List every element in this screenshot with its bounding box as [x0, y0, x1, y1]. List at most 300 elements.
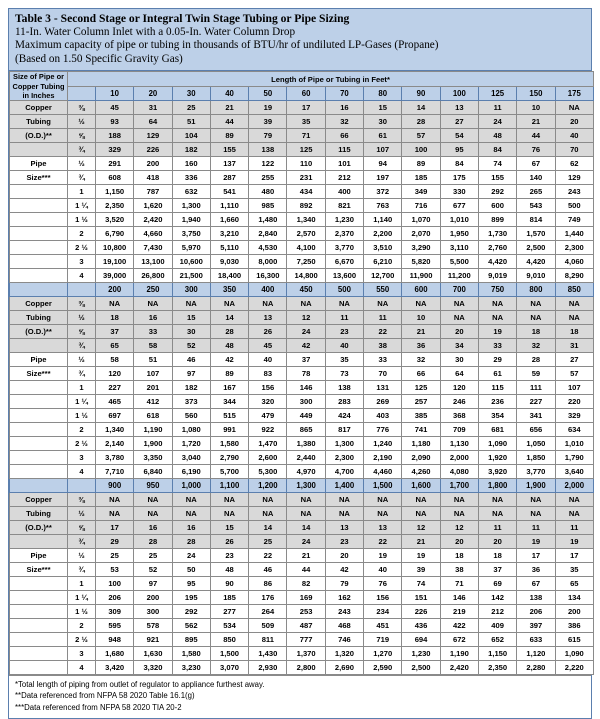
cell-copper-1-150: 21: [517, 114, 555, 128]
cell-pipe-8-50: 16,300: [249, 268, 287, 282]
cell-pipe-1-550: 70: [364, 366, 402, 380]
cell-pipe-5-300: 1,080: [172, 422, 210, 436]
cell-copper-1-80: 30: [364, 114, 402, 128]
row-group-label-copper: Copper: [10, 100, 68, 114]
cell-copper-0-1,100: NA: [210, 492, 248, 506]
cell-copper-2-175: 40: [555, 128, 593, 142]
header-length-1,000: 1,000: [172, 478, 210, 492]
table-row: [10, 576, 594, 590]
cell-pipe-5-700: 709: [440, 422, 478, 436]
cell-copper-3-1,800: 20: [478, 534, 516, 548]
row-size-copper-3: ¾: [68, 142, 96, 156]
header-size-column: Size of Pipe or Copper Tubing in Inches: [10, 72, 68, 101]
cell-pipe-4-200: 697: [96, 408, 134, 422]
cell-copper-3-60: 125: [287, 142, 325, 156]
cell-copper-1-1,900: NA: [517, 506, 555, 520]
row-group-label-pipe: [10, 576, 68, 590]
row-group-label-pipe: [10, 646, 68, 660]
cell-pipe-0-700: 30: [440, 352, 478, 366]
cell-copper-0-70: 16: [325, 100, 363, 114]
cell-copper-3-750: 33: [478, 338, 516, 352]
cell-pipe-2-250: 201: [134, 380, 172, 394]
cell-pipe-3-600: 257: [402, 394, 440, 408]
cell-pipe-7-70: 6,670: [325, 254, 363, 268]
cell-pipe-8-2,000: 2,220: [555, 660, 593, 674]
cell-pipe-2-30: 632: [172, 184, 210, 198]
cell-pipe-8-20: 26,800: [134, 268, 172, 282]
cell-pipe-6-70: 3,770: [325, 240, 363, 254]
table-row: [10, 604, 594, 618]
table-row: [10, 254, 594, 268]
cell-pipe-8-70: 13,600: [325, 268, 363, 282]
row-size-pipe-0: ½: [68, 548, 96, 562]
cell-pipe-6-950: 921: [134, 632, 172, 646]
cell-copper-3-20: 226: [134, 142, 172, 156]
cell-pipe-8-1,600: 2,500: [402, 660, 440, 674]
cell-pipe-6-125: 2,760: [478, 240, 516, 254]
cell-pipe-3-900: 206: [96, 590, 134, 604]
row-group-label-copper: [10, 142, 68, 156]
row-size-pipe-7: 3: [68, 450, 96, 464]
cell-pipe-7-200: 3,780: [96, 450, 134, 464]
cell-copper-3-1,600: 21: [402, 534, 440, 548]
cell-pipe-8-1,500: 2,590: [364, 660, 402, 674]
cell-pipe-2-60: 434: [287, 184, 325, 198]
cell-pipe-7-1,900: 1,120: [517, 646, 555, 660]
cell-pipe-6-20: 7,430: [134, 240, 172, 254]
row-size-pipe-2: 1: [68, 576, 96, 590]
table-subtitle-water-column: 11-In. Water Column Inlet with a 0.05-In. Water Column Drop: [15, 25, 296, 38]
row-size-pipe-7: 3: [68, 254, 96, 268]
cell-copper-3-250: 58: [134, 338, 172, 352]
cell-copper-3-10: 329: [96, 142, 134, 156]
band-label-spacer: [10, 478, 68, 492]
row-group-label-pipe: Size***: [10, 562, 68, 576]
row-size-pipe-2: 1: [68, 184, 96, 198]
cell-copper-2-100: 54: [440, 128, 478, 142]
cell-pipe-5-800: 656: [517, 422, 555, 436]
cell-pipe-5-1,200: 509: [249, 618, 287, 632]
cell-pipe-4-1,700: 219: [440, 604, 478, 618]
cell-pipe-3-350: 344: [210, 394, 248, 408]
cell-copper-2-1,200: 14: [249, 520, 287, 534]
cell-copper-1-20: 64: [134, 114, 172, 128]
cell-copper-3-150: 76: [517, 142, 555, 156]
cell-pipe-6-550: 1,240: [364, 436, 402, 450]
header-length-1,600: 1,600: [402, 478, 440, 492]
cell-copper-1-40: 44: [210, 114, 248, 128]
table-subtitle-gravity: (Based on 1.50 Specific Gravity Gas): [15, 52, 183, 65]
cell-pipe-2-550: 131: [364, 380, 402, 394]
cell-pipe-1-1,700: 38: [440, 562, 478, 576]
cell-pipe-6-300: 1,720: [172, 436, 210, 450]
cell-pipe-6-1,500: 719: [364, 632, 402, 646]
cell-pipe-6-1,000: 895: [172, 632, 210, 646]
cell-pipe-5-10: 6,790: [96, 226, 134, 240]
cell-pipe-5-200: 1,340: [96, 422, 134, 436]
cell-pipe-8-80: 12,700: [364, 268, 402, 282]
table-row: [10, 464, 594, 478]
cell-pipe-5-1,600: 436: [402, 618, 440, 632]
cell-pipe-4-600: 385: [402, 408, 440, 422]
cell-pipe-2-50: 480: [249, 184, 287, 198]
cell-pipe-4-350: 515: [210, 408, 248, 422]
cell-pipe-7-950: 1,630: [134, 646, 172, 660]
cell-pipe-1-750: 61: [478, 366, 516, 380]
row-size-pipe-4: 1 ½: [68, 604, 96, 618]
cell-pipe-1-900: 53: [96, 562, 134, 576]
cell-copper-1-125: 24: [478, 114, 516, 128]
cell-pipe-2-40: 541: [210, 184, 248, 198]
cell-pipe-3-300: 373: [172, 394, 210, 408]
cell-pipe-0-1,700: 18: [440, 548, 478, 562]
header-length-100: 100: [440, 86, 478, 100]
cell-pipe-6-2,000: 615: [555, 632, 593, 646]
cell-copper-3-1,200: 25: [249, 534, 287, 548]
cell-pipe-3-60: 892: [287, 198, 325, 212]
cell-copper-1-250: 16: [134, 310, 172, 324]
cell-copper-0-450: NA: [287, 296, 325, 310]
table-row: [10, 422, 594, 436]
cell-copper-3-200: 65: [96, 338, 134, 352]
row-group-label-copper: Copper: [10, 296, 68, 310]
cell-pipe-4-800: 341: [517, 408, 555, 422]
cell-pipe-4-1,000: 292: [172, 604, 210, 618]
row-group-label-pipe: [10, 464, 68, 478]
cell-copper-3-1,900: 19: [517, 534, 555, 548]
cell-pipe-7-20: 13,100: [134, 254, 172, 268]
cell-pipe-4-950: 300: [134, 604, 172, 618]
row-group-label-pipe: [10, 632, 68, 646]
cell-pipe-0-60: 110: [287, 156, 325, 170]
table-row: [10, 100, 594, 114]
table-row: [10, 240, 594, 254]
row-group-label-pipe: [10, 408, 68, 422]
cell-copper-2-800: 18: [517, 324, 555, 338]
cell-pipe-3-750: 236: [478, 394, 516, 408]
cell-copper-0-125: 11: [478, 100, 516, 114]
footnote-1: *Total length of piping from outlet of regulator to appliance furthest away.: [15, 679, 265, 689]
cell-copper-0-2,000: NA: [555, 492, 593, 506]
row-size-copper-3: ¾: [68, 534, 96, 548]
cell-pipe-0-1,000: 24: [172, 548, 210, 562]
table-row: [10, 520, 594, 534]
cell-pipe-7-1,100: 1,500: [210, 646, 248, 660]
cell-pipe-8-750: 3,920: [478, 464, 516, 478]
cell-pipe-8-200: 7,710: [96, 464, 134, 478]
cell-copper-3-450: 42: [287, 338, 325, 352]
band-label-spacer: [10, 282, 68, 296]
cell-pipe-3-1,700: 146: [440, 590, 478, 604]
cell-pipe-4-1,200: 264: [249, 604, 287, 618]
table-row: [10, 170, 594, 184]
cell-pipe-5-50: 2,840: [249, 226, 287, 240]
cell-pipe-0-70: 101: [325, 156, 363, 170]
row-group-label-pipe: [10, 254, 68, 268]
cell-pipe-8-1,800: 2,350: [478, 660, 516, 674]
cell-pipe-3-10: 2,350: [96, 198, 134, 212]
row-group-label-copper: [10, 338, 68, 352]
cell-copper-1-750: NA: [478, 310, 516, 324]
cell-pipe-6-1,200: 811: [249, 632, 287, 646]
cell-pipe-8-40: 18,400: [210, 268, 248, 282]
cell-copper-2-40: 89: [210, 128, 248, 142]
cell-copper-2-550: 22: [364, 324, 402, 338]
cell-pipe-6-700: 1,130: [440, 436, 478, 450]
cell-copper-1-70: 32: [325, 114, 363, 128]
cell-copper-2-20: 129: [134, 128, 172, 142]
header-length-40: 40: [210, 86, 248, 100]
cell-pipe-8-30: 21,500: [172, 268, 210, 282]
row-group-label-copper: Tubing: [10, 114, 68, 128]
cell-copper-3-400: 45: [249, 338, 287, 352]
table-row: [10, 394, 594, 408]
cell-pipe-5-100: 1,950: [440, 226, 478, 240]
cell-pipe-7-750: 1,920: [478, 450, 516, 464]
cell-pipe-2-850: 107: [555, 380, 593, 394]
cell-copper-0-1,600: NA: [402, 492, 440, 506]
cell-pipe-1-700: 64: [440, 366, 478, 380]
cell-pipe-1-1,400: 42: [325, 562, 363, 576]
cell-pipe-3-500: 283: [325, 394, 363, 408]
cell-pipe-3-70: 821: [325, 198, 363, 212]
header-length-350: 350: [210, 282, 248, 296]
cell-copper-2-90: 57: [402, 128, 440, 142]
cell-pipe-5-30: 3,750: [172, 226, 210, 240]
cell-pipe-4-40: 1,660: [210, 212, 248, 226]
header-length-450: 450: [287, 282, 325, 296]
cell-pipe-6-40: 5,110: [210, 240, 248, 254]
cell-pipe-1-30: 336: [172, 170, 210, 184]
cell-pipe-6-30: 5,970: [172, 240, 210, 254]
row-group-label-copper: Copper: [10, 492, 68, 506]
cell-pipe-0-125: 74: [478, 156, 516, 170]
cell-pipe-2-750: 115: [478, 380, 516, 394]
cell-pipe-3-1,300: 169: [287, 590, 325, 604]
row-group-label-pipe: [10, 618, 68, 632]
row-group-label-pipe: [10, 226, 68, 240]
cell-pipe-3-125: 600: [478, 198, 516, 212]
cell-pipe-0-1,200: 22: [249, 548, 287, 562]
table-row: [10, 534, 594, 548]
cell-pipe-3-1,400: 162: [325, 590, 363, 604]
cell-pipe-4-1,800: 212: [478, 604, 516, 618]
row-size-pipe-5: 2: [68, 618, 96, 632]
cell-pipe-2-1,700: 71: [440, 576, 478, 590]
cell-pipe-5-175: 1,440: [555, 226, 593, 240]
cell-pipe-7-30: 10,600: [172, 254, 210, 268]
cell-copper-0-90: 14: [402, 100, 440, 114]
cell-pipe-3-950: 200: [134, 590, 172, 604]
cell-copper-1-800: NA: [517, 310, 555, 324]
row-group-label-pipe: [10, 604, 68, 618]
cell-pipe-7-1,300: 1,370: [287, 646, 325, 660]
cell-copper-3-1,500: 22: [364, 534, 402, 548]
cell-pipe-1-175: 129: [555, 170, 593, 184]
table-row: [10, 226, 594, 240]
row-group-label-pipe: Pipe: [10, 352, 68, 366]
cell-copper-2-900: 17: [96, 520, 134, 534]
cell-copper-1-1,500: NA: [364, 506, 402, 520]
row-size-copper-0: ⅜: [68, 100, 96, 114]
cell-pipe-1-1,000: 50: [172, 562, 210, 576]
cell-pipe-2-10: 1,150: [96, 184, 134, 198]
cell-pipe-6-850: 1,010: [555, 436, 593, 450]
cell-copper-2-1,100: 15: [210, 520, 248, 534]
header-length-1,900: 1,900: [517, 478, 555, 492]
table-row: [10, 632, 594, 646]
cell-pipe-0-40: 137: [210, 156, 248, 170]
row-size-copper-1: ½: [68, 114, 96, 128]
cell-pipe-7-350: 2,790: [210, 450, 248, 464]
cell-pipe-3-1,600: 151: [402, 590, 440, 604]
table-header-row-lengths: [10, 86, 594, 100]
cell-pipe-4-1,600: 226: [402, 604, 440, 618]
footnote-2: **Data referenced from NFPA 58 2020 Table 16.1(g): [15, 691, 195, 701]
cell-pipe-4-900: 309: [96, 604, 134, 618]
row-group-label-pipe: [10, 212, 68, 226]
header-length-150: 150: [517, 86, 555, 100]
cell-pipe-4-1,400: 243: [325, 604, 363, 618]
cell-pipe-2-70: 400: [325, 184, 363, 198]
cell-pipe-2-175: 243: [555, 184, 593, 198]
header-length-400: 400: [249, 282, 287, 296]
cell-pipe-6-1,800: 652: [478, 632, 516, 646]
cell-pipe-7-800: 1,850: [517, 450, 555, 464]
cell-copper-0-150: 10: [517, 100, 555, 114]
cell-pipe-1-60: 231: [287, 170, 325, 184]
header-length-20: 20: [134, 86, 172, 100]
cell-pipe-1-80: 197: [364, 170, 402, 184]
cell-copper-1-50: 39: [249, 114, 287, 128]
row-size-pipe-3: 1 ¼: [68, 590, 96, 604]
cell-copper-2-1,900: 11: [517, 520, 555, 534]
cell-copper-1-1,800: NA: [478, 506, 516, 520]
cell-pipe-0-600: 32: [402, 352, 440, 366]
cell-pipe-4-1,500: 234: [364, 604, 402, 618]
cell-copper-1-450: 12: [287, 310, 325, 324]
cell-copper-1-850: NA: [555, 310, 593, 324]
cell-pipe-5-40: 3,210: [210, 226, 248, 240]
cell-pipe-2-350: 167: [210, 380, 248, 394]
cell-pipe-5-1,000: 562: [172, 618, 210, 632]
cell-copper-2-60: 71: [287, 128, 325, 142]
cell-pipe-8-950: 3,320: [134, 660, 172, 674]
row-size-copper-2: ⅝: [68, 324, 96, 338]
table-row: [10, 408, 594, 422]
cell-pipe-2-1,600: 74: [402, 576, 440, 590]
cell-copper-0-850: NA: [555, 296, 593, 310]
cell-copper-3-40: 155: [210, 142, 248, 156]
cell-copper-3-1,400: 23: [325, 534, 363, 548]
cell-pipe-6-100: 3,110: [440, 240, 478, 254]
table-row: [10, 114, 594, 128]
cell-pipe-1-50: 255: [249, 170, 287, 184]
row-size-copper-2: ⅝: [68, 128, 96, 142]
cell-copper-1-60: 35: [287, 114, 325, 128]
cell-pipe-0-350: 42: [210, 352, 248, 366]
cell-copper-2-300: 30: [172, 324, 210, 338]
cell-pipe-7-250: 3,350: [134, 450, 172, 464]
cell-copper-2-200: 37: [96, 324, 134, 338]
cell-pipe-5-950: 578: [134, 618, 172, 632]
cell-pipe-0-750: 29: [478, 352, 516, 366]
cell-pipe-0-950: 25: [134, 548, 172, 562]
cell-copper-3-300: 52: [172, 338, 210, 352]
cell-pipe-7-850: 1,790: [555, 450, 593, 464]
cell-copper-1-1,400: NA: [325, 506, 363, 520]
header-length-1,100: 1,100: [210, 478, 248, 492]
cell-pipe-1-850: 57: [555, 366, 593, 380]
cell-copper-0-1,500: NA: [364, 492, 402, 506]
table-row: [10, 268, 594, 282]
cell-pipe-3-90: 716: [402, 198, 440, 212]
cell-copper-2-125: 48: [478, 128, 516, 142]
cell-copper-1-2,000: NA: [555, 506, 593, 520]
cell-copper-0-400: NA: [249, 296, 287, 310]
table-title: Table 3 - Second Stage or Integral Twin Stage Tubing or Pipe Sizing: [15, 12, 350, 25]
cell-pipe-8-800: 3,770: [517, 464, 555, 478]
cell-copper-0-750: NA: [478, 296, 516, 310]
cell-pipe-3-400: 320: [249, 394, 287, 408]
cell-pipe-0-500: 35: [325, 352, 363, 366]
cell-pipe-3-100: 677: [440, 198, 478, 212]
cell-pipe-7-1,800: 1,150: [478, 646, 516, 660]
row-size-pipe-0: ½: [68, 156, 96, 170]
row-size-pipe-0: ½: [68, 352, 96, 366]
row-group-label-pipe: [10, 436, 68, 450]
header-length-550: 550: [364, 282, 402, 296]
header-length-50: 50: [249, 86, 287, 100]
cell-pipe-5-2,000: 386: [555, 618, 593, 632]
cell-pipe-7-1,200: 1,430: [249, 646, 287, 660]
cell-pipe-8-250: 6,840: [134, 464, 172, 478]
cell-pipe-6-800: 1,050: [517, 436, 555, 450]
cell-copper-3-1,300: 24: [287, 534, 325, 548]
table-row: [10, 184, 594, 198]
cell-pipe-6-50: 4,530: [249, 240, 287, 254]
cell-copper-0-40: 21: [210, 100, 248, 114]
cell-pipe-2-1,000: 95: [172, 576, 210, 590]
cell-pipe-8-1,200: 2,930: [249, 660, 287, 674]
table-header-row-title: [10, 72, 594, 86]
cell-pipe-0-1,300: 21: [287, 548, 325, 562]
cell-pipe-5-1,800: 409: [478, 618, 516, 632]
header-length-1,500: 1,500: [364, 478, 402, 492]
header-length-60: 60: [287, 86, 325, 100]
cell-pipe-3-2,000: 134: [555, 590, 593, 604]
cell-pipe-6-750: 1,090: [478, 436, 516, 450]
cell-copper-3-1,700: 20: [440, 534, 478, 548]
cell-pipe-0-250: 51: [134, 352, 172, 366]
cell-copper-3-700: 34: [440, 338, 478, 352]
cell-copper-2-700: 20: [440, 324, 478, 338]
cell-copper-1-1,200: NA: [249, 506, 287, 520]
header-length-label: Length of Pipe or Tubing in Feet*: [68, 72, 594, 86]
cell-copper-1-90: 28: [402, 114, 440, 128]
cell-pipe-1-10: 608: [96, 170, 134, 184]
cell-copper-1-550: 11: [364, 310, 402, 324]
cell-copper-2-80: 61: [364, 128, 402, 142]
header-length-10: 10: [96, 86, 134, 100]
row-group-label-copper: (O.D.)**: [10, 128, 68, 142]
cell-copper-2-950: 16: [134, 520, 172, 534]
cell-pipe-5-20: 4,660: [134, 226, 172, 240]
cell-pipe-5-1,400: 468: [325, 618, 363, 632]
cell-copper-2-450: 24: [287, 324, 325, 338]
cell-pipe-0-900: 25: [96, 548, 134, 562]
cell-pipe-1-2,000: 35: [555, 562, 593, 576]
